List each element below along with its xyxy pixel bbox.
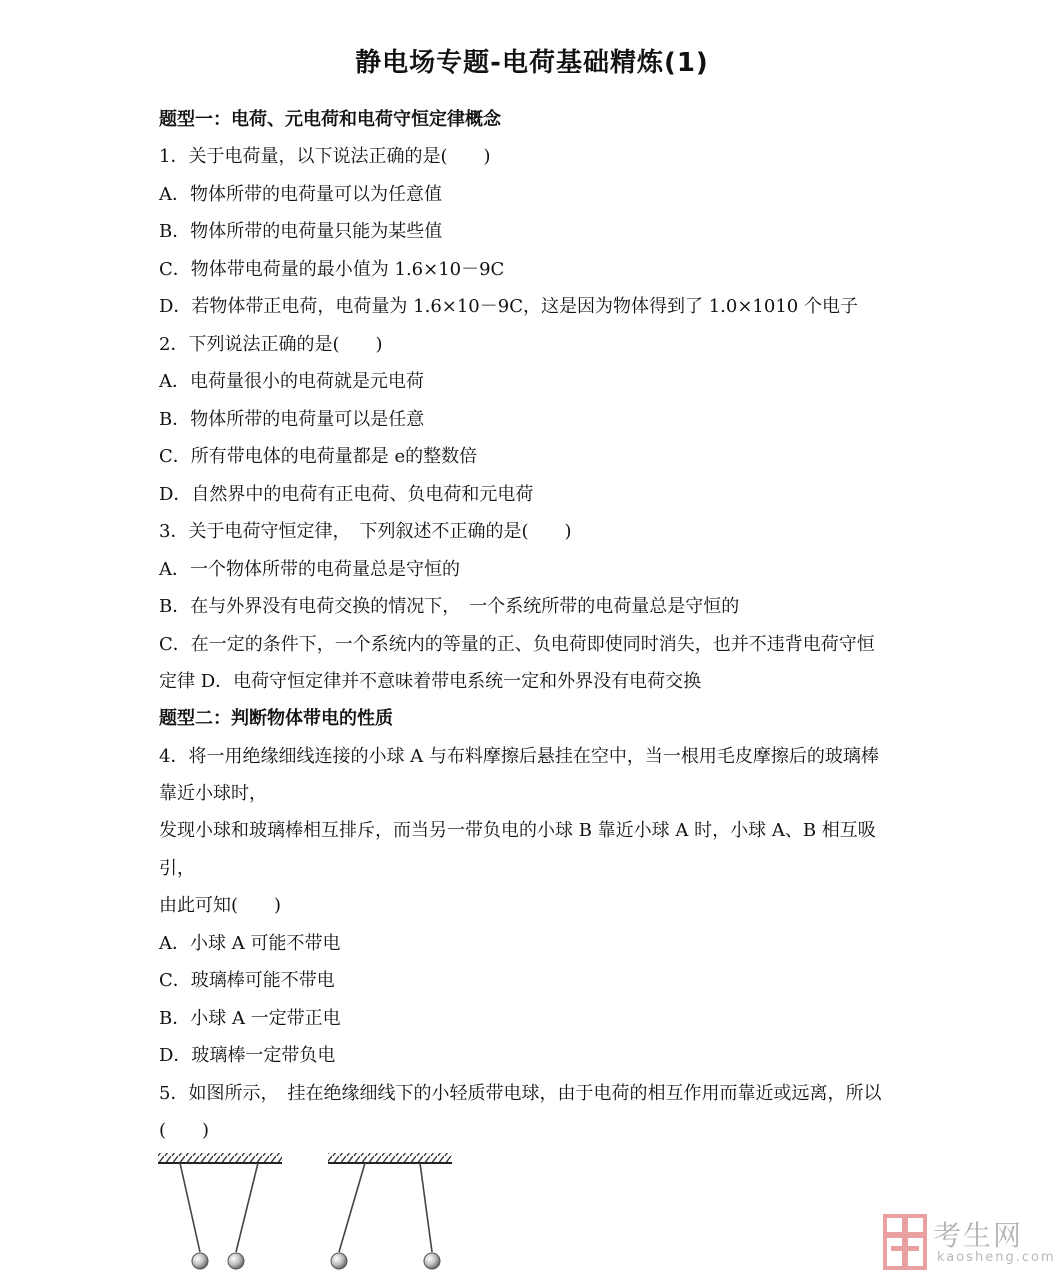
question-line: 发现小球和玻璃棒相互排斥，而当另一带负电的小球 B 靠近小球 A 时，小球 A、B 相互吸	[159, 820, 876, 841]
option-line: C．玻璃棒可能不带电	[159, 970, 335, 991]
option-line: A．物体所带的电荷量可以为任意值	[159, 184, 442, 205]
watermark	[883, 1212, 1056, 1272]
option-line: C．物体带电荷量的最小值为 1.6×10－9C	[159, 259, 505, 280]
option-line: D．自然界中的电荷有正电荷、负电荷和元电荷	[159, 484, 534, 505]
option-line: A．一个物体所带的电荷量总是守恒的	[159, 559, 460, 580]
option-line: B．小球 A 一定带正电	[159, 1008, 341, 1029]
question-line: 由此可知( )	[159, 895, 282, 916]
charged-ball-3	[331, 1253, 347, 1269]
option-line: B．在与外界没有电荷交换的情况下， 一个系统所带的电荷量总是守恒的	[159, 596, 740, 617]
kaosheng-logo-icon	[883, 1214, 927, 1270]
left-support-ceiling	[158, 1153, 282, 1163]
question-line: 2．下列说法正确的是( )	[159, 334, 383, 355]
option-line: B．物体所带的电荷量可以是任意	[159, 409, 425, 430]
option-line: B．物体所带的电荷量只能为某些值	[159, 221, 443, 242]
question-line: 靠近小球时，	[159, 783, 267, 804]
question-line: 1．关于电荷量，以下说法正确的是( )	[159, 146, 491, 167]
section-heading: 题型二：判断物体带电的性质	[159, 708, 393, 729]
charged-ball-4	[424, 1253, 440, 1269]
watermark-name: 考生网	[933, 1219, 1024, 1252]
question-line: 4．将一用绝缘细线连接的小球 A 与布料摩擦后悬挂在空中，当一根用毛皮摩擦后的玻璃棒	[159, 746, 879, 767]
thread-4	[420, 1163, 432, 1252]
question-line: 3．关于电荷守恒定律， 下列叙述不正确的是( )	[159, 521, 572, 542]
question-line: 5．如图所示， 挂在绝缘细线下的小轻质带电球，由于电荷的相互作用而靠近或远离，所以	[159, 1083, 882, 1104]
pendulum-figure	[150, 1148, 470, 1278]
option-line: A．电荷量很小的电荷就是元电荷	[159, 371, 424, 392]
thread-3	[339, 1163, 365, 1252]
right-support-ceiling	[328, 1153, 452, 1163]
option-line: C．所有带电体的电荷量都是 e的整数倍	[159, 446, 478, 467]
thread-1	[180, 1163, 200, 1252]
question-line: 引，	[159, 858, 195, 879]
watermark-domain: kaosheng.com	[937, 1250, 1056, 1265]
charged-ball-1	[192, 1253, 208, 1269]
option-line: D．若物体带正电荷，电荷量为 1.6×10－9C，这是因为物体得到了 1.0×1010 个电子	[159, 296, 858, 317]
thread-2	[236, 1163, 258, 1252]
charged-ball-2	[228, 1253, 244, 1269]
page-title: 静电场专题-电荷基础精炼(1)	[355, 48, 709, 78]
option-line: D．玻璃棒一定带负电	[159, 1045, 336, 1066]
option-line: 定律 D．电荷守恒定律并不意味着带电系统一定和外界没有电荷交换	[159, 671, 702, 692]
option-line: C．在一定的条件下，一个系统内的等量的正、负电荷即使同时消失，也并不违背电荷守恒	[159, 634, 875, 655]
question-line: ( )	[159, 1120, 210, 1141]
section-heading: 题型一：电荷、元电荷和电荷守恒定律概念	[159, 109, 501, 130]
option-line: A．小球 A 可能不带电	[159, 933, 341, 954]
